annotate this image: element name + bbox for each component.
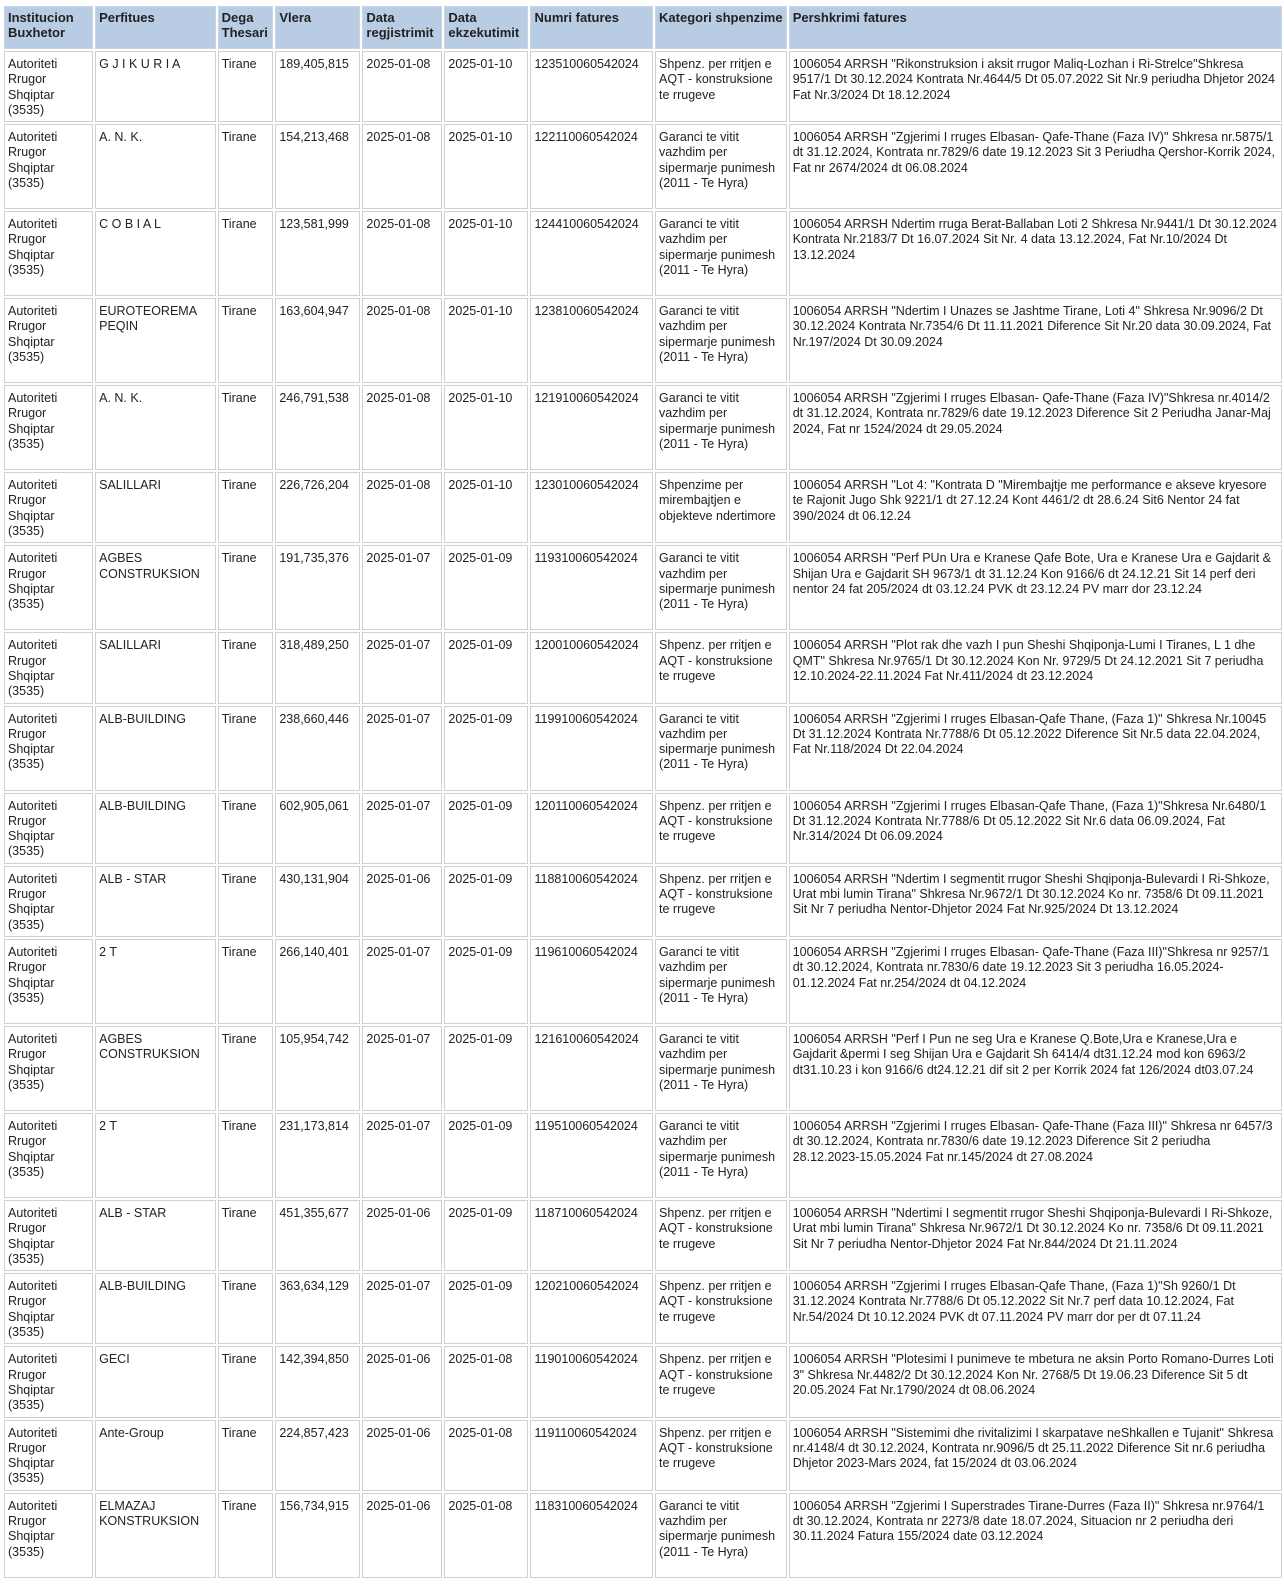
cell-data-regjistrimit: 2025-01-07 [362,1273,442,1344]
table-row [4,706,1282,791]
cell-vlera: 363,634,129 [275,1273,360,1344]
cell-data-ekzekutimit: 2025-01-09 [444,545,528,630]
cell-institucion: Autoriteti Rrugor Shqiptar (3535) [4,545,93,630]
cell-dega: Tirane [218,298,274,383]
cell-data-regjistrimit: 2025-01-06 [362,866,442,937]
cell-vlera: 318,489,250 [275,632,360,703]
cell-dega: Tirane [218,866,274,937]
header-kategori[interactable]: Kategori shpenzime [655,6,787,49]
cell-perfitues: G J I K U R I A [95,51,216,122]
cell-numri-fatures: 122110060542024 [530,124,653,209]
cell-data-ekzekutimit: 2025-01-09 [444,939,528,1024]
cell-dega: Tirane [218,793,274,864]
cell-vlera: 238,660,446 [275,706,360,791]
header-dega[interactable]: Dega Thesari [218,6,274,49]
cell-perfitues: AGBES CONSTRUKSION [95,545,216,630]
cell-data-ekzekutimit: 2025-01-09 [444,706,528,791]
cell-numri-fatures: 119110060542024 [530,1420,653,1491]
cell-dega: Tirane [218,211,274,296]
cell-institucion: Autoriteti Rrugor Shqiptar (3535) [4,866,93,937]
cell-data-ekzekutimit: 2025-01-10 [444,385,528,470]
table-row [4,51,1282,122]
invoices-table [2,4,1284,1580]
cell-vlera: 191,735,376 [275,545,360,630]
cell-institucion: Autoriteti Rrugor Shqiptar (3535) [4,706,93,791]
cell-institucion: Autoriteti Rrugor Shqiptar (3535) [4,1113,93,1198]
cell-kategori: Garanci te vitit vazhdim per sipermarje punimesh (2011 - Te Hyra) [655,298,787,383]
cell-data-regjistrimit: 2025-01-08 [362,211,442,296]
table-row [4,632,1282,703]
cell-data-ekzekutimit: 2025-01-10 [444,51,528,122]
cell-data-regjistrimit: 2025-01-07 [362,706,442,791]
cell-perfitues: AGBES CONSTRUKSION [95,1026,216,1111]
cell-data-ekzekutimit: 2025-01-10 [444,124,528,209]
cell-dega: Tirane [218,124,274,209]
table-row [4,472,1282,543]
cell-data-ekzekutimit: 2025-01-08 [444,1420,528,1491]
header-row [4,6,1282,49]
cell-pershkrimi: 1006054 ARRSH "Zgjerimi I rruges Elbasan-Qafe Thane, (Faza 1)" Shkresa Nr.10045 Dt 31.12.2024 Kontrata Nr.7788/6 Dt 05.12.2022 Diference Sit Nr.5 data 22.04.2024, Fat Nr.118/2024 Dt 22.04.2024 [789,706,1282,791]
table-row [4,211,1282,296]
table-row [4,545,1282,630]
cell-data-regjistrimit: 2025-01-08 [362,298,442,383]
cell-kategori: Shpenzime per mirembajtjen e objekteve ndertimore [655,472,787,543]
cell-vlera: 602,905,061 [275,793,360,864]
cell-dega: Tirane [218,1346,274,1417]
cell-pershkrimi: 1006054 ARRSH "Zgjerimi I rruges Elbasan- Qafe-Thane (Faza IV)"Shkresa nr.4014/2 dt 31.12.2024, Kontrata nr.7829/6 date 19.12.2023 Diference Sit 2 Periudha Janar-Maj 2024, Fat nr 1524/2024 dt 29.05.2024 [789,385,1282,470]
cell-kategori: Garanci te vitit vazhdim per sipermarje punimesh (2011 - Te Hyra) [655,124,787,209]
cell-numri-fatures: 118810060542024 [530,866,653,937]
table-row [4,385,1282,470]
cell-numri-fatures: 119010060542024 [530,1346,653,1417]
cell-perfitues: GECI [95,1346,216,1417]
cell-perfitues: ALB-BUILDING [95,1273,216,1344]
cell-perfitues: EUROTEOREMA PEQIN [95,298,216,383]
cell-institucion: Autoriteti Rrugor Shqiptar (3535) [4,51,93,122]
cell-pershkrimi: 1006054 ARRSH "Plot rak dhe vazh I pun Sheshi Shqiponja-Lumi I Tiranes, L 1 dhe QMT" Shkresa Nr.9765/1 Dt 30.12.2024 Kon Nr. 9729/5 Dt 24.12.2021 Sit 7 periudha 12.10.2024-22.11.2024 Fat Nr.411/2024 dt 23.12.2024 [789,632,1282,703]
cell-perfitues: ALB-BUILDING [95,793,216,864]
cell-perfitues: 2 T [95,1113,216,1198]
cell-perfitues: ELMAZAJ KONSTRUKSION [95,1493,216,1578]
cell-perfitues: ALB - STAR [95,866,216,937]
cell-pershkrimi: 1006054 ARRSH "Ndertim I segmentit rrugor Sheshi Shqiponja-Bulevardi I Ri-Shkoze, Urat mbi lumin Tirana" Shkresa Nr.9672/1 Dt 30.12.2024 Ko nr. 7358/6 Dt 09.11.2021 Sit Nr 7 periudha Nentor-Dhjetor 2024 Fat Nr.925/2024 Dt 13.12.2024 [789,866,1282,937]
cell-numri-fatures: 124410060542024 [530,211,653,296]
cell-institucion: Autoriteti Rrugor Shqiptar (3535) [4,793,93,864]
cell-data-regjistrimit: 2025-01-06 [362,1420,442,1491]
cell-numri-fatures: 120110060542024 [530,793,653,864]
cell-data-regjistrimit: 2025-01-07 [362,939,442,1024]
cell-numri-fatures: 120010060542024 [530,632,653,703]
cell-kategori: Garanci te vitit vazhdim per sipermarje punimesh (2011 - Te Hyra) [655,211,787,296]
cell-numri-fatures: 121910060542024 [530,385,653,470]
cell-vlera: 451,355,677 [275,1200,360,1271]
cell-pershkrimi: 1006054 ARRSH "Zgjerimi I rruges Elbasan- Qafe-Thane (Faza III)"Shkresa nr 9257/1 dt 30.12.2024, Kontrata nr.7830/6 date 19.12.2023 Sit 3 periudha 16.05.2024-01.12.2024 Fat nr.254/2024 dt 04.12.2024 [789,939,1282,1024]
cell-vlera: 156,734,915 [275,1493,360,1578]
cell-numri-fatures: 123510060542024 [530,51,653,122]
table-row [4,298,1282,383]
cell-data-regjistrimit: 2025-01-07 [362,545,442,630]
cell-data-regjistrimit: 2025-01-06 [362,1200,442,1271]
cell-data-ekzekutimit: 2025-01-09 [444,1113,528,1198]
cell-vlera: 231,173,814 [275,1113,360,1198]
cell-numri-fatures: 118310060542024 [530,1493,653,1578]
cell-perfitues: ALB - STAR [95,1200,216,1271]
table-row [4,1420,1282,1491]
cell-numri-fatures: 119310060542024 [530,545,653,630]
header-data-ekzekutimit[interactable]: Data ekzekutimit [444,6,528,49]
cell-kategori: Garanci te vitit vazhdim per sipermarje punimesh (2011 - Te Hyra) [655,1113,787,1198]
cell-numri-fatures: 119610060542024 [530,939,653,1024]
header-institucion[interactable]: Institucion Buxhetor [4,6,93,49]
cell-kategori: Garanci te vitit vazhdim per sipermarje punimesh (2011 - Te Hyra) [655,545,787,630]
cell-institucion: Autoriteti Rrugor Shqiptar (3535) [4,124,93,209]
cell-dega: Tirane [218,706,274,791]
cell-kategori: Shpenz. per rritjen e AQT - konstruksione te rrugeve [655,1346,787,1417]
cell-numri-fatures: 123810060542024 [530,298,653,383]
cell-perfitues: SALILLARI [95,632,216,703]
cell-numri-fatures: 123010060542024 [530,472,653,543]
cell-data-ekzekutimit: 2025-01-09 [444,1026,528,1111]
cell-data-regjistrimit: 2025-01-08 [362,124,442,209]
cell-kategori: Shpenz. per rritjen e AQT - konstruksione te rrugeve [655,1420,787,1491]
table-row [4,1200,1282,1271]
cell-institucion: Autoriteti Rrugor Shqiptar (3535) [4,1420,93,1491]
cell-pershkrimi: 1006054 ARRSH "Zgjerimi I rruges Elbasan- Qafe-Thane (Faza III)" Shkresa nr 6457/3 dt 30.12.2024, Kontrata nr.7830/6 date 19.12.2023 Diference Sit 2 periudha 28.12.2023-15.05.2024 Fat nr.145/2024 dt 27.08.2024 [789,1113,1282,1198]
cell-dega: Tirane [218,545,274,630]
cell-data-ekzekutimit: 2025-01-09 [444,866,528,937]
cell-kategori: Shpenz. per rritjen e AQT - konstruksione te rrugeve [655,51,787,122]
cell-pershkrimi: 1006054 ARRSH "Perf PUn Ura e Kranese Qafe Bote, Ura e Kranese Ura e Gajdarit & Shijan Ura e Gajdarit SH 9673/1 dt 31.12.24 Kon 9166/6 dt 24.12.21 Sit 14 perf deri nentor 24 fat 205/2024 dt 03.12.24 PVK dt 23.12.24 PV marr dor 23.12.24 [789,545,1282,630]
cell-kategori: Shpenz. per rritjen e AQT - konstruksione te rrugeve [655,793,787,864]
cell-vlera: 246,791,538 [275,385,360,470]
cell-institucion: Autoriteti Rrugor Shqiptar (3535) [4,1026,93,1111]
cell-dega: Tirane [218,1113,274,1198]
cell-dega: Tirane [218,385,274,470]
cell-vlera: 226,726,204 [275,472,360,543]
table-row [4,793,1282,864]
cell-pershkrimi: 1006054 ARRSH "Zgjerimi I rruges Elbasan-Qafe Thane, (Faza 1)"Sh 9260/1 Dt 31.12.2024 Kontrata Nr.7788/6 Dt 05.12.2022 Sit Nr.7 perf data 10.12.2024, Fat Nr.54/2024 Dt 10.12.2024 PVK dt 07.11.2024 PV marr dor per dt 07.11.24 [789,1273,1282,1344]
cell-data-regjistrimit: 2025-01-07 [362,632,442,703]
cell-data-regjistrimit: 2025-01-06 [362,1493,442,1578]
table-row [4,939,1282,1024]
cell-institucion: Autoriteti Rrugor Shqiptar (3535) [4,211,93,296]
cell-perfitues: C O B I A L [95,211,216,296]
cell-pershkrimi: 1006054 ARRSH "Rikonstruksion i aksit rrugor Maliq-Lozhan i Ri-Strelce"Shkresa 9517/1 Dt 30.12.2024 Kontrata Nr.4644/5 Dt 05.07.2022 Sit Nr.9 periudha Dhjetor 2024 Fat Nr.3/2024 Dt 18.12.2024 [789,51,1282,122]
cell-pershkrimi: 1006054 ARRSH "Lot 4: "Kontrata D "Mirembajtje me performance e akseve kryesore te Rajonit Jugo Shk 9221/1 dt 27.12.24 Kont 4461/2 dt 28.6.24 Sit6 Nentor 24 fat 390/2024 dt 06.12.24 [789,472,1282,543]
cell-numri-fatures: 120210060542024 [530,1273,653,1344]
cell-dega: Tirane [218,51,274,122]
cell-dega: Tirane [218,472,274,543]
cell-kategori: Garanci te vitit vazhdim per sipermarje punimesh (2011 - Te Hyra) [655,706,787,791]
header-perfitues[interactable]: Perfitues [95,6,216,49]
cell-vlera: 430,131,904 [275,866,360,937]
cell-institucion: Autoriteti Rrugor Shqiptar (3535) [4,632,93,703]
cell-vlera: 189,405,815 [275,51,360,122]
cell-pershkrimi: 1006054 ARRSH "Zgjerimi I rruges Elbasan-Qafe Thane, (Faza 1)"Shkresa Nr.6480/1 Dt 31.12.2024 Kontrata Nr.7788/6 Dt 05.12.2022 Sit Nr.6 data 06.09.2024, Fat Nr.314/2024 Dt 06.09.2024 [789,793,1282,864]
cell-perfitues: A. N. K. [95,385,216,470]
cell-vlera: 123,581,999 [275,211,360,296]
cell-data-regjistrimit: 2025-01-07 [362,1113,442,1198]
cell-data-regjistrimit: 2025-01-07 [362,1026,442,1111]
cell-data-ekzekutimit: 2025-01-10 [444,298,528,383]
cell-vlera: 142,394,850 [275,1346,360,1417]
cell-numri-fatures: 119510060542024 [530,1113,653,1198]
header-vlera[interactable]: Vlera [275,6,360,49]
cell-vlera: 105,954,742 [275,1026,360,1111]
table-row [4,1493,1282,1578]
cell-kategori: Garanci te vitit vazhdim per sipermarje punimesh (2011 - Te Hyra) [655,385,787,470]
cell-data-ekzekutimit: 2025-01-10 [444,472,528,543]
cell-vlera: 266,140,401 [275,939,360,1024]
cell-pershkrimi: 1006054 ARRSH "Sistemimi dhe rivitalizimi I skarpatave neShkallen e Tujanit" Shkresa nr.4148/4 dt 30.12.2024, Kontrata nr.9096/5 dt 25.11.2022 Diference Sit nr.6 periudha Dhjetor 2023-Mars 2024, fat 15/2024 dt 03.06.2024 [789,1420,1282,1491]
cell-data-ekzekutimit: 2025-01-10 [444,211,528,296]
cell-institucion: Autoriteti Rrugor Shqiptar (3535) [4,939,93,1024]
cell-dega: Tirane [218,632,274,703]
cell-data-ekzekutimit: 2025-01-09 [444,793,528,864]
cell-kategori: Shpenz. per rritjen e AQT - konstruksione te rrugeve [655,632,787,703]
cell-institucion: Autoriteti Rrugor Shqiptar (3535) [4,1200,93,1271]
table-row [4,1113,1282,1198]
header-pershkrimi[interactable]: Pershkrimi fatures [789,6,1282,49]
cell-data-ekzekutimit: 2025-01-08 [444,1493,528,1578]
table-row [4,866,1282,937]
cell-perfitues: SALILLARI [95,472,216,543]
cell-vlera: 163,604,947 [275,298,360,383]
cell-pershkrimi: 1006054 ARRSH "Zgjerimi I Superstrades Tirane-Durres (Faza II)" Shkresa nr.9764/1 dt 30.12.2024, Kontrata nr 2273/8 date 18.07.2024, Situacion nr 2 periudha deri 30.11.2024 Fatura 155/2024 date 03.12.2024 [789,1493,1282,1578]
cell-perfitues: 2 T [95,939,216,1024]
cell-numri-fatures: 121610060542024 [530,1026,653,1111]
cell-kategori: Shpenz. per rritjen e AQT - konstruksione te rrugeve [655,866,787,937]
header-numri-fatures[interactable]: Numri fatures [530,6,653,49]
cell-kategori: Garanci te vitit vazhdim per sipermarje punimesh (2011 - Te Hyra) [655,1493,787,1578]
cell-dega: Tirane [218,1273,274,1344]
cell-data-regjistrimit: 2025-01-08 [362,51,442,122]
cell-dega: Tirane [218,1420,274,1491]
cell-kategori: Shpenz. per rritjen e AQT - konstruksione te rrugeve [655,1200,787,1271]
header-data-regjistrimit[interactable]: Data regjistrimit [362,6,442,49]
cell-data-ekzekutimit: 2025-01-08 [444,1346,528,1417]
cell-data-ekzekutimit: 2025-01-09 [444,632,528,703]
cell-numri-fatures: 118710060542024 [530,1200,653,1271]
cell-institucion: Autoriteti Rrugor Shqiptar (3535) [4,472,93,543]
cell-perfitues: A. N. K. [95,124,216,209]
table-row [4,1026,1282,1111]
cell-data-ekzekutimit: 2025-01-09 [444,1200,528,1271]
cell-institucion: Autoriteti Rrugor Shqiptar (3535) [4,1273,93,1344]
cell-pershkrimi: 1006054 ARRSH "Zgjerimi I rruges Elbasan- Qafe-Thane (Faza IV)" Shkresa nr.5875/1 dt 31.12.2024, Kontrata nr.7829/6 date 19.12.2023 Sit 3 Periudha Qershor-Korrik 2024, Fat nr 2674/2024 dt 06.08.2024 [789,124,1282,209]
cell-institucion: Autoriteti Rrugor Shqiptar (3535) [4,1493,93,1578]
table-row [4,124,1282,209]
cell-pershkrimi: 1006054 ARRSH "Perf I Pun ne seg Ura e Kranese Q.Bote,Ura e Kranese,Ura e Gajdarit &permi I seg Shijan Ura e Gajdarit Sh 6414/4 dt31.12.24 mod kon 6963/2 dt31.10.23 i kon 9166/6 dt24.12.21 dif sit 2 per Korrik 2024 fat 126/2024 dt03.07.24 [789,1026,1282,1111]
cell-perfitues: ALB-BUILDING [95,706,216,791]
cell-perfitues: Ante-Group [95,1420,216,1491]
cell-dega: Tirane [218,1026,274,1111]
table-row [4,1273,1282,1344]
cell-pershkrimi: 1006054 ARRSH Ndertim rruga Berat-Ballaban Loti 2 Shkresa Nr.9441/1 Dt 30.12.2024 Kontrata Nr.2183/7 Dt 16.07.2024 Sit Nr. 4 data 13.12.2024, Fat Nr.10/2024 Dt 13.12.2024 [789,211,1282,296]
table-row [4,1346,1282,1417]
cell-institucion: Autoriteti Rrugor Shqiptar (3535) [4,298,93,383]
cell-kategori: Shpenz. per rritjen e AQT - konstruksione te rrugeve [655,1273,787,1344]
cell-vlera: 154,213,468 [275,124,360,209]
cell-pershkrimi: 1006054 ARRSH "Ndertimi I segmentit rrugor Sheshi Shqiponja-Bulevardi I Ri-Shkoze, Urat mbi lumin Tirana" Shkresa Nr.9672/1 Dt 30.12.2024 Ko nr. 7358/6 Dt 09.11.2021 Sit Nr 7 periudha Nentor-Dhjetor 2024 Fat Nr.844/2024 Dt 21.11.2024 [789,1200,1282,1271]
cell-dega: Tirane [218,1200,274,1271]
cell-data-regjistrimit: 2025-01-07 [362,793,442,864]
cell-data-ekzekutimit: 2025-01-09 [444,1273,528,1344]
cell-kategori: Garanci te vitit vazhdim per sipermarje punimesh (2011 - Te Hyra) [655,939,787,1024]
cell-institucion: Autoriteti Rrugor Shqiptar (3535) [4,1346,93,1417]
cell-kategori: Garanci te vitit vazhdim per sipermarje punimesh (2011 - Te Hyra) [655,1026,787,1111]
cell-data-regjistrimit: 2025-01-06 [362,1346,442,1417]
cell-data-regjistrimit: 2025-01-08 [362,385,442,470]
cell-numri-fatures: 119910060542024 [530,706,653,791]
cell-data-regjistrimit: 2025-01-08 [362,472,442,543]
cell-pershkrimi: 1006054 ARRSH "Plotesimi I punimeve te mbetura ne aksin Porto Romano-Durres Loti 3" Shkresa Nr.4482/2 Dt 30.12.2024 Kon Nr. 2768/5 Dt 19.06.23 Diference Sit 5 dt 20.05.2024 Fat Nr.1790/2024 dt 08.06.2024 [789,1346,1282,1417]
cell-pershkrimi: 1006054 ARRSH "Ndertim I Unazes se Jashtme Tirane, Loti 4" Shkresa Nr.9096/2 Dt 30.12.2024 Kontrata Nr.7354/6 Dt 11.11.2021 Diference Sit Nr.20 data 30.09.2024, Fat Nr.197/2024 Dt 30.09.2024 [789,298,1282,383]
cell-institucion: Autoriteti Rrugor Shqiptar (3535) [4,385,93,470]
cell-dega: Tirane [218,1493,274,1578]
cell-dega: Tirane [218,939,274,1024]
cell-vlera: 224,857,423 [275,1420,360,1491]
